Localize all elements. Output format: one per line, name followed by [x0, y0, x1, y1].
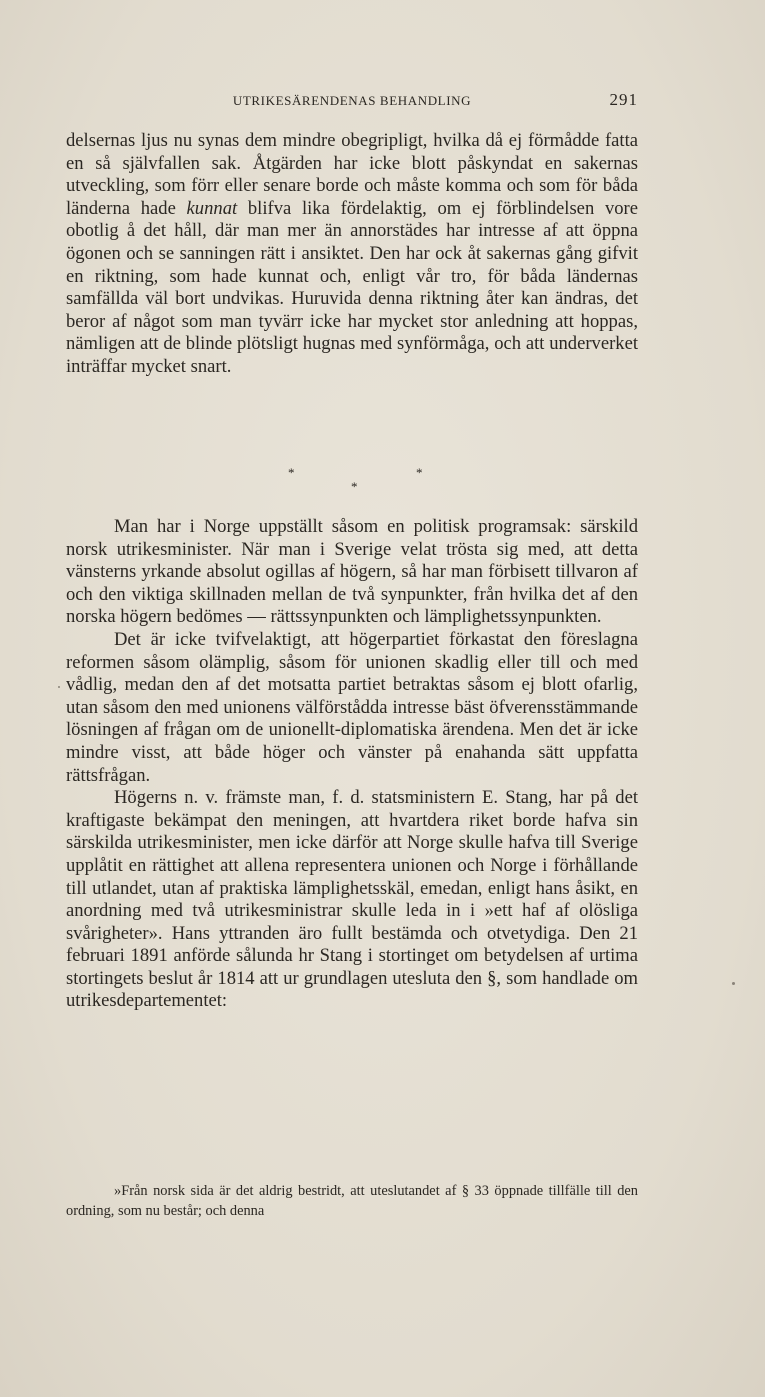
paragraph: Det är icke tvifvelaktigt, att högerpartiet förkastat den föreslagna reformen såsom olämplig, såsom för unionen skadlig eller till och med vådlig, medan den af det motsatta partiet betraktas såsom ej blott ofarlig, utan såsom den med unionens välförstådda intresse bäst öfverensstämmande lösningen af frågan om de unionellt-diplomatiska ärendena. Men det är icke mindre visst, att både höger och vänster på enahanda sätt uppfatta rättsfrågan. [66, 628, 638, 786]
separator-star: * [288, 465, 295, 480]
paragraph-continued [66, 130, 638, 379]
paper-speck [732, 982, 735, 985]
page-header [66, 90, 638, 112]
separator-star: * [351, 479, 358, 494]
paragraph-text: delsernas ljus nu synas dem mindre obegripligt, hvilka då ej förmådde fatta en så självfallen sak. Åtgärden har icke blott påskyndat en sakernas utveckling, som förr eller senare borde och måste komma och som för båda länderna hade [66, 130, 638, 219]
text-block-main [66, 516, 638, 1013]
section-separator [66, 465, 638, 495]
page-number: 291 [609, 90, 638, 109]
paragraph-text: blifva lika fördelaktig, om ej förblindelsen vore obotlig å det håll, där man mer än annorstädes har intresse af att öppna ögonen och se sanningen rätt i ansiktet. Den har ock åt sakernas gång gifvit en riktning, som hade kunnat och, enligt vår tro, för båda ländernas samfällda väl bort undvikas. Huruvida denna riktning åter kan ändras, det beror af något som man tyvärr icke har mycket stor anledning att hoppas, nämligen att de blinde plötsligt hugnas med synförmåga, och att underverket inträffar mycket snart. [66, 197, 638, 377]
paragraph: Högerns n. v. främste man, f. d. statsministern E. Stang, har på det kraftigaste bekämpat den meningen, att hvartdera riket borde hafva sin särskilda utrikesminister, men icke därför att Norge skulle hafva till Sverige upplåtit en rättighet att allena representera unionen och Norge i förhållande till utlandet, utan af praktiska lämplighetsskäl, emedan, enligt hans åsikt, en anordning med två utrikesministrar skulle leda in i »ett haf af olösliga svårigheter». Hans yttranden äro fullt bestämda och otvetydiga. Den 21 februari 1891 anförde sålunda hr Stang i stortinget om betydelsen af urtima stortingets beslut år 1814 att ur grundlagen utesluta den §, som handlade om utrikesdepartementet: [66, 787, 638, 1012]
separator-star: * [416, 465, 423, 480]
footnote [66, 1182, 638, 1221]
emphasis-text: kunnat [186, 197, 238, 219]
footnote-text: »Från norsk sida är det aldrig bestridt, att uteslutandet af § 33 öppnade tillfälle till den ordning, som nu består; och denna [66, 1183, 638, 1219]
running-head: UTRIKESÄRENDENAS BEHANDLING [232, 93, 472, 108]
text-block-continued [66, 130, 638, 379]
paper-speck [58, 686, 60, 688]
paragraph: Man har i Norge uppställt såsom en politisk programsak: särskild norsk utrikesminister. När man i Sverige velat trösta sig med, att detta vänsterns yrkande absolut ogillas af högern, så har man förbisett tillvaron af och den viktiga skillnaden mellan de två synpunkter, från hvilka det af den norska högern bedömes — rättssynpunkten och lämplighetssynpunkten. [66, 516, 638, 628]
